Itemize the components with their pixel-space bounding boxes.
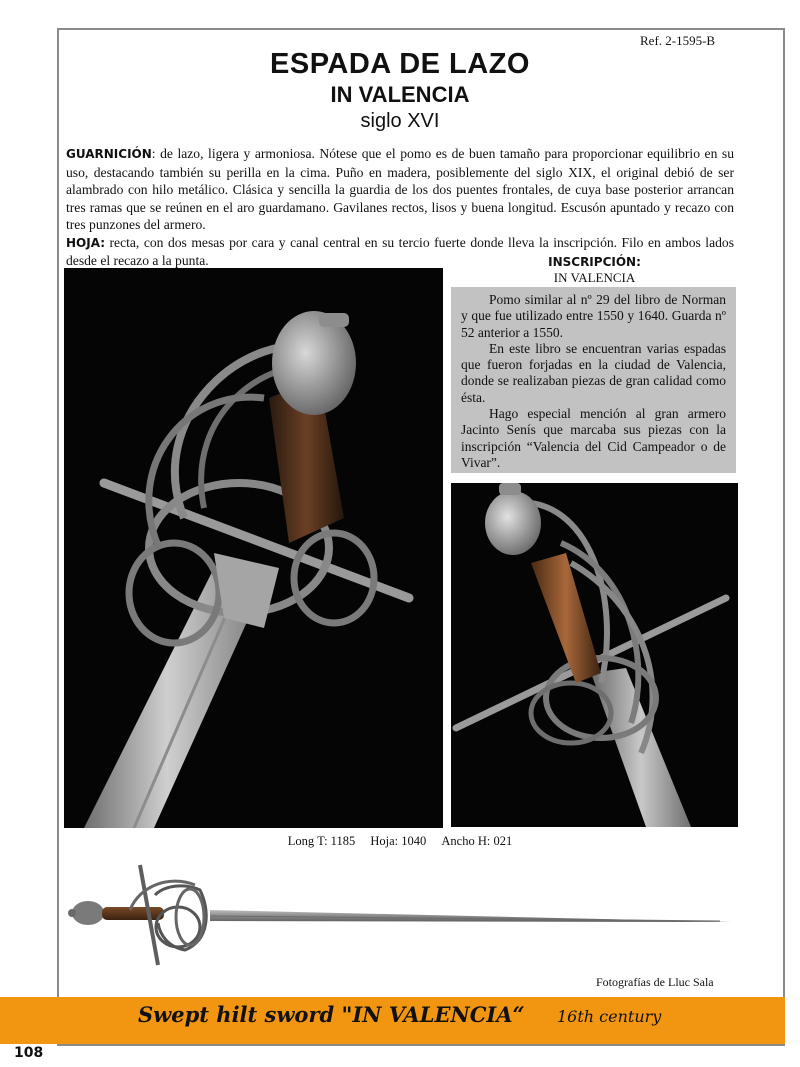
inscription-text: IN VALENCIA bbox=[553, 270, 636, 285]
hoja-text: recta, con dos mesas por cara y canal central en su tercio fuerte donde lleva la inscripción. Filo en ambos lados desde el recazo a la punta. bbox=[66, 234, 734, 268]
page-subtitle: IN VALENCIA bbox=[330, 82, 470, 107]
description-text bbox=[66, 145, 734, 270]
photo-credit: Fotografías de Lluc Sala bbox=[596, 975, 714, 989]
blade-length: Hoja: 1040 bbox=[370, 834, 427, 848]
note-paragraph: Pomo similar al nº 29 del libro de Norman y que fue utilizado entre 1550 y 1640. Guarda nº 52 anterior a 1550. bbox=[461, 292, 726, 340]
century-label: siglo XVI bbox=[360, 110, 440, 132]
page-title: ESPADA DE LAZO bbox=[270, 48, 530, 80]
banner-title: Swept hilt sword "IN VALENCIA“ bbox=[138, 1002, 525, 1027]
measurements bbox=[0, 834, 800, 849]
guarnicion-paragraph bbox=[66, 145, 734, 234]
banner-century: 16th century bbox=[557, 1007, 662, 1026]
note-paragraph: Hago especial mención al gran armero Jacinto Senís que marcaba sus piezas con la inscripción “Valencia del Cid Campeador o de Vivar”. bbox=[461, 406, 726, 470]
guarnicion-text: : de lazo, ligera y armoniosa. Nótese que el pomo es de buen tamaño para proporcionar equilibrio en su uso, destacando también su perilla en la cima. Puño en madera, posiblemente del siglo XIX, el original debió de ser alambrado con hilo metálico. Clásica y sencilla la guardia de los dos puentes frontales, de cuya base posterior arrancan tres ramas que se reúnen en el aro guardamano. Gavilanes rectos, lisos y buena longitud. Escusón apuntado y recazo con tres punzones del armero. bbox=[66, 146, 734, 232]
full-sword-image bbox=[60, 855, 740, 970]
reference-number: Ref. 2-1595-B bbox=[640, 33, 716, 48]
note-paragraph: En este libro se encuentran varias espadas que fueron forjadas en la ciudad de Valencia, donde se realizaban piezas de gran calidad como ésta. bbox=[461, 340, 726, 405]
inscription-heading: INSCRIPCIÓN: bbox=[548, 255, 641, 269]
guarnicion-label: GUARNICIÓN bbox=[66, 147, 152, 161]
blade-width: Ancho H: 021 bbox=[441, 834, 513, 848]
hoja-label: HOJA: bbox=[66, 235, 106, 250]
hilt-photo-large bbox=[64, 268, 443, 828]
hilt-photo-small bbox=[451, 483, 738, 827]
note-box bbox=[451, 287, 736, 473]
length-total: Long T: 1185 bbox=[287, 834, 356, 848]
page-number: 108 bbox=[14, 1045, 44, 1061]
